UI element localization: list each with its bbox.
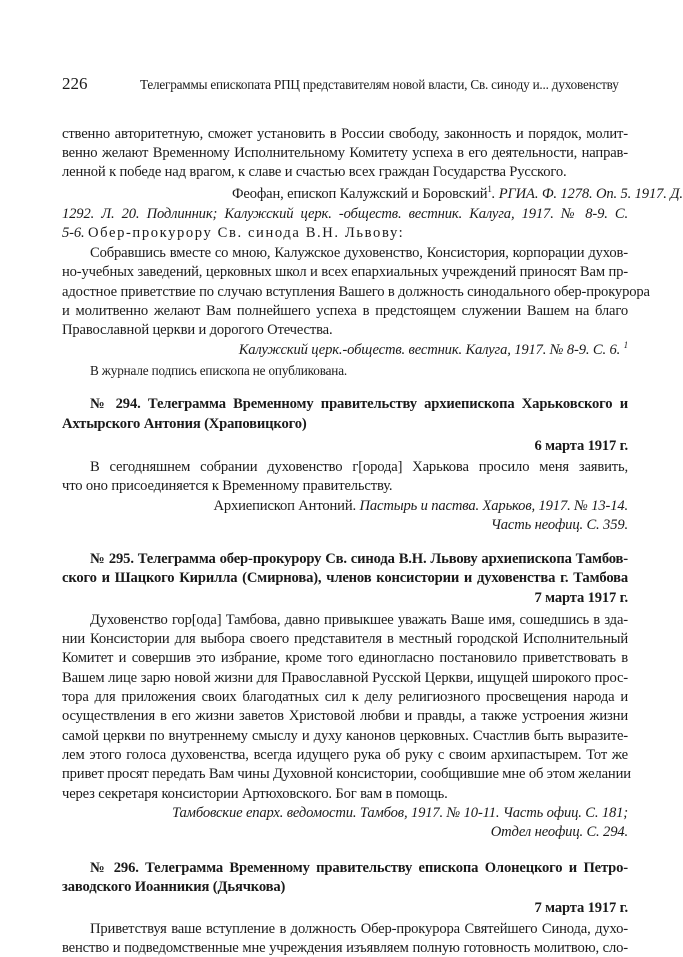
document-title: ского и Шацкого Кирилла (Смирнова), членов консистории и духовенства г. Тамбова <box>62 570 628 586</box>
addressee-line <box>62 224 404 242</box>
document-title: № 295. Телеграмма обер-прокурору Св. синода В.Н. Львову архиепископа Тамбов- <box>90 551 628 567</box>
text-line: венно желают Временному Исполнительному Комитету успеха в его деятельности, направ- <box>62 145 628 161</box>
text-line: Духовенство гор[ода] Тамбова, давно привыкшее уважать Ваше имя, сошедшись в зда- <box>90 612 628 628</box>
text-line: Собравшись вместе со мною, Калужское духовенство, Консистория, корпорации духов- <box>90 245 628 261</box>
document-title: заводского Иоанникия (Дьячкова) <box>62 879 286 895</box>
signature: Архиепископ Антоний. <box>213 498 356 514</box>
document-date: 7 марта 1917 г. <box>534 900 628 916</box>
text-line: Комитет и совершив это избрание, кроме того единогласно постановило приветствовать в <box>62 650 628 666</box>
running-title: Телеграммы епископата РПЦ представителям новой власти, Св. синоду и... духовенству <box>140 77 619 92</box>
source-citation-line <box>239 341 628 359</box>
signature-line <box>213 497 628 515</box>
text-line: привет просят передать Вам чины Духовной консистории, сообщившие мне об этом желании <box>62 766 631 782</box>
text-line: но-учебных заведений, церковных школ и всех епархиальных учреждений приносят Вам пр- <box>62 264 628 280</box>
text-line: Приветствуя ваше вступление в должность Обер-прокурора Святейшего Синода, духо- <box>90 921 628 937</box>
text-line: венство и подведомственные мне учреждения изъявляем полную готовность молитвою, сло- <box>62 940 628 956</box>
text-line: что оно присоединяется к Временному правительству. <box>62 478 393 494</box>
source-citation: Калужский церк.-обществ. вестник. Калуга, 1917. № 8-9. С. 6. <box>238 342 621 358</box>
document-date: 7 марта 1917 г. <box>534 590 628 606</box>
text-line: тора для приложения своих благодатных сил к делу религиозного просвещения народа и <box>62 689 628 705</box>
source-citation: 5-6. <box>62 225 85 241</box>
text-line: Вашем лице зарю новой жизни для Православной Русской Церкви, ищущей широкого прос- <box>62 670 628 686</box>
signature-line <box>232 185 683 203</box>
text-line: Православной церкви и дорогого Отечества. <box>62 322 333 338</box>
editorial-note: В журнале подпись епископа не опубликована. <box>90 363 348 378</box>
text-line: осуществления в его жизни заветов Христовой любви и правды, а также устроения жизни <box>62 708 628 724</box>
text-line: через секретаря консистории Артюховского. Бог вам в помощь. <box>62 786 448 802</box>
text-line: ственно авторитетную, сможет установить в России свободу, законность и порядок, молит- <box>62 126 628 142</box>
source-citation: Тамбовские епарх. ведомости. Тамбов, 1917. № 10-11. Часть офиц. С. 181; <box>172 805 628 821</box>
document-title: Ахтырского Антония (Храповицкого) <box>62 416 307 432</box>
source-citation: Пастырь и паства. Харьков, 1917. № 13-14. <box>359 498 628 514</box>
footnote-mark: 1 <box>623 340 628 350</box>
signature: Феофан, епископ Калужский и Боровский <box>232 186 488 202</box>
document-title: № 296. Телеграмма Временному правительству епископа Олонецкого и Петро- <box>90 860 628 876</box>
source-citation: . РГИА. Ф. 1278. Оп. 5. 1917. Д. <box>491 186 683 202</box>
text-line: нии Консистории для выбора своего представителя в местный городской Исполнительный <box>62 631 628 647</box>
text-line: В сегодняшнем собрании духовенство г[орода] Харькова просило меня заявить, <box>90 459 628 475</box>
text-line: самой церкви по внутреннему смыслу и духу канонов церковных. Счастлив быть выразите- <box>62 728 628 744</box>
addressee: Обер-прокурору Св. синода В.Н. Львову: <box>88 225 405 241</box>
page-number: 226 <box>62 74 88 93</box>
text-line: адостное приветствие по случаю вступления Вашего в должность синодального обер-прокурора <box>62 284 650 300</box>
text-line: лем этого голоса духовенства, всегда идущего рука об руку с своим архипастырем. Тот же <box>62 747 628 763</box>
text-line: ленной к победе над врагом, к славе и счастью всех граждан Государства Русского. <box>62 164 567 180</box>
footnote-mark: 1 <box>487 184 492 194</box>
document-title: № 294. Телеграмма Временному правительству архиепископа Харьковского и <box>90 396 628 412</box>
source-citation: Отдел неофиц. С. 294. <box>490 824 628 840</box>
source-citation: 1292. Л. 20. Подлинник; Калужский церк. -обществ. вестник. Калуга, 1917. № 8-9. С. <box>62 206 628 222</box>
document-date: 6 марта 1917 г. <box>534 438 628 454</box>
source-citation: Часть неофиц. С. 359. <box>490 517 628 533</box>
text-line: и молитвенно желают Вам полнейшего успеха в предстоящем служении Вашем на благо <box>62 303 628 319</box>
